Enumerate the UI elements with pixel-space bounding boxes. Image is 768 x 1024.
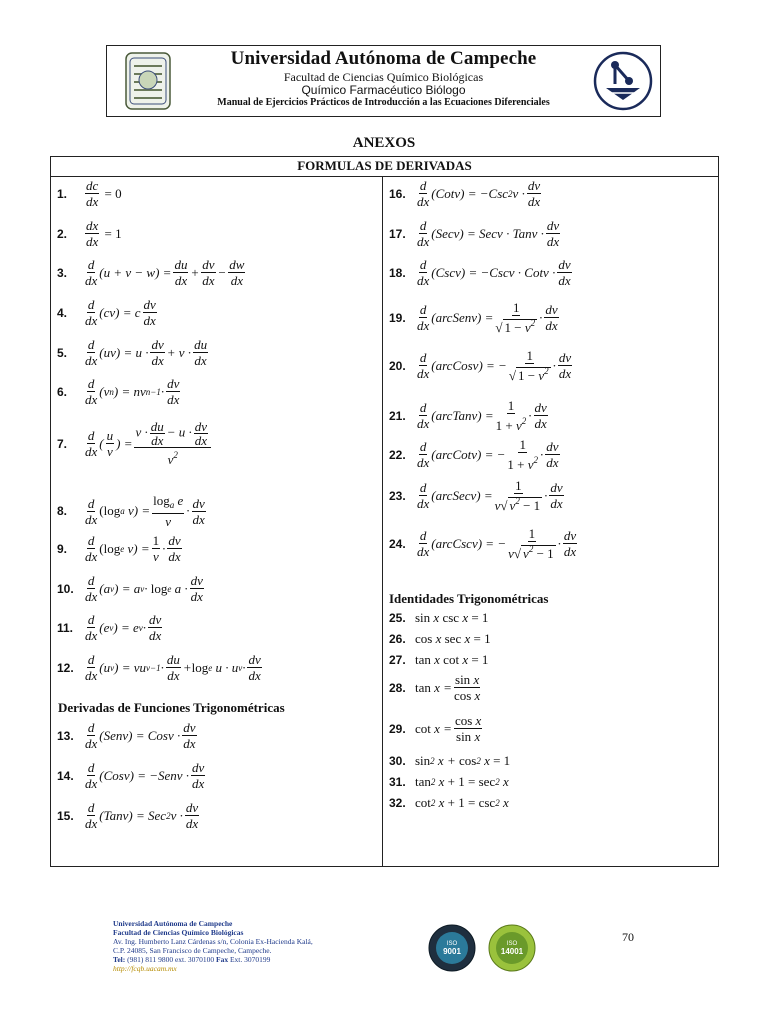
formula-1: 1. $\frac{dc}{dx}$ = 0 — [57, 178, 122, 209]
column-divider — [382, 176, 383, 866]
identity-25: 25. sin x csc x = 1 — [389, 610, 489, 625]
formulas-table — [50, 156, 719, 867]
footer-address — [113, 919, 313, 973]
svg-text:14001: 14001 — [500, 947, 524, 956]
formula-15: 15. $\frac{d}{dx}$ (Tanv) = Sec 2 v · $\frac{dv}{dx}$ — [57, 800, 199, 831]
formula-6: 6. $\frac{d}{dx}$ (v n ) = nv n−1 · $\frac{dv}{dx}$ — [57, 376, 180, 407]
footer-street: Av. Ing. Humberto Lanz Cárdenas s/n, Colonia Ex-Hacienda Kalá, — [113, 937, 313, 946]
footer-phone: Tel: (981) 811 9800 ext. 3070100 Fax Ext. 3070199 — [113, 955, 271, 964]
university-crest-icon — [125, 52, 171, 110]
identity-27: 27. tan x cot x = 1 — [389, 652, 489, 667]
formula-23: 23. $\frac{d}{dx}$ (arcSecv) = $\frac{1}{v√ v^2 - 1}$ · $\frac{dv}{dx}$ — [389, 478, 563, 513]
formula-11: 11. $\frac{d}{dx}$ (e v ) = e v · $\frac{dv}{dx}$ — [57, 612, 162, 643]
iso-9001-seal-icon — [428, 922, 476, 974]
table-title: FORMULAS DE DERIVADAS — [51, 157, 718, 177]
formula-8: 8. $\frac{d}{dx}$ (log a v) = $\frac{\log_a e}{v}$ · $\frac{dv}{dx}$ — [57, 493, 205, 529]
identity-28: 28. tan x = $\frac{\text{sin x}}{\text{cos x}}$ — [389, 672, 481, 703]
formula-17: 17. $\frac{d}{dx}$ (Secv) = Secv · Tanv · $\frac{dv}{dx}$ — [389, 218, 560, 249]
formula-21: 21. $\frac{d}{dx}$ (arcTanv) = $\frac{1}{1 + v^2}$ · $\frac{dv}{dx}$ — [389, 398, 547, 433]
formula-24: 24. $\frac{d}{dx}$ (arcCscv) = − $\frac{1}{v√ v^2 - 1}$ · $\frac{dv}{dx}$ — [389, 526, 577, 561]
footer-website-link[interactable]: http://fcqb.uacam.mx — [113, 964, 177, 973]
formula-16: 16. $\frac{d}{dx}$ (Cotv) = −Csc 2 v · $\frac{dv}{dx}$ — [389, 178, 541, 209]
page-number: 70 — [622, 930, 634, 944]
svg-text:9001: 9001 — [443, 947, 461, 956]
formula-14: 14. $\frac{d}{dx}$ (Cosv) = −Senv · $\frac{dv}{dx}$ — [57, 760, 205, 791]
trig-derivatives-heading: Derivadas de Funciones Trigonométricas — [58, 700, 285, 715]
identity-31: 31. tan 2 x + 1 = sec 2 x — [389, 774, 509, 789]
footer-city: C.P. 24085, San Francisco de Campeche, Campeche. — [113, 946, 272, 955]
university-name: Universidad Autónoma de Campeche — [230, 48, 537, 69]
formula-7: 7. $\frac{d}{dx}$ ( $\frac{u}{v}$ ) = v · $\frac{du}{dx}$ − u · $\frac{dv}{dx}$ $v^2$ — [57, 420, 213, 467]
identity-26: 26. cos x sec x = 1 — [389, 631, 491, 646]
manual-title: Manual de Ejercicios Prácticos de Introducción a las Ecuaciones Diferenciales — [217, 97, 550, 108]
formula-12: 12. $\frac{d}{dx}$ (u v ) = vu v−1 · $\frac{du}{dx}$ + log e u · u v · $\frac{dv}{dx}$ — [57, 652, 261, 683]
section-title: ANEXOS — [352, 135, 416, 151]
formula-2: 2. $\frac{dx}{dx}$ = 1 — [57, 218, 122, 249]
svg-text:ISO: ISO — [446, 941, 458, 947]
faculty-name: Facultad de Ciencias Químico Biológicas — [283, 70, 484, 84]
formula-9: 9. $\frac{d}{dx}$ (log e v) = $\frac{1}{v}$ · $\frac{dv}{dx}$ — [57, 533, 181, 564]
formula-5: 5. $\frac{d}{dx}$ (uv) = u · $\frac{dv}{dx}$ + v · $\frac{du}{dx}$ — [57, 337, 208, 368]
identity-29: 29. cot x = $\frac{\text{cos x}}{\text{sin x}}$ — [389, 713, 482, 744]
formula-4: 4. $\frac{d}{dx}$ (cv) = c $\frac{dv}{dx}$ — [57, 297, 156, 328]
footer-university: Universidad Autónoma de Campeche — [113, 919, 233, 928]
iso-14001-seal-icon — [488, 922, 536, 974]
footer-faculty: Facultad de Ciencias Químico Biológicas — [113, 928, 244, 937]
faculty-logo-icon — [592, 50, 654, 112]
identity-30: 30. sin 2 x + cos 2 x = 1 — [389, 753, 511, 768]
svg-text:ISO: ISO — [506, 941, 518, 947]
formula-10: 10. $\frac{d}{dx}$ (a v ) = a v · log e a · $\frac{dv}{dx}$ — [57, 573, 203, 604]
formula-22: 22. $\frac{d}{dx}$ (arcCotv) = − $\frac{1}{1 + v^2}$ · $\frac{dv}{dx}$ — [389, 437, 559, 472]
formula-19: 19. $\frac{d}{dx}$ (arcSenv) = $\frac{1}{√ 1 - v^2}$ · $\frac{dv}{dx}$ — [389, 300, 558, 335]
document-header — [106, 45, 661, 117]
program-name: Químico Farmacéutico Biólogo — [301, 83, 466, 97]
formula-20: 20. $\frac{d}{dx}$ (arcCosv) = − $\frac{1}{√ 1 - v^2}$ · $\frac{dv}{dx}$ — [389, 348, 572, 383]
formula-18: 18. $\frac{d}{dx}$ (Cscv) = −Cscv · Cotv · $\frac{dv}{dx}$ — [389, 257, 571, 288]
formula-3: 3. $\frac{d}{dx}$ (u + v − w) = $\frac{du}{dx}$ + $\frac{dv}{dx}$ − $\frac{dw}{dx}$ — [57, 257, 245, 288]
identity-32: 32. cot 2 x + 1 = csc 2 x — [389, 795, 509, 810]
formula-13: 13. $\frac{d}{dx}$ (Senv) = Cosv · $\frac{dv}{dx}$ — [57, 720, 196, 751]
trig-identities-heading: Identidades Trigonométricas — [389, 591, 549, 606]
